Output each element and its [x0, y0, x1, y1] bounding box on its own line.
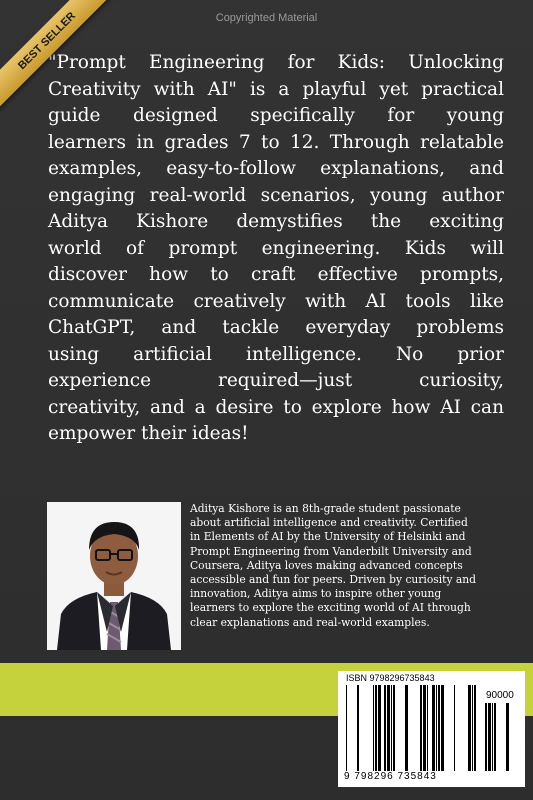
barcode-bar — [454, 685, 455, 771]
bio-line: clear explanations and real-world examples. — [190, 615, 430, 629]
barcode-bar — [472, 685, 473, 771]
book-description — [48, 50, 504, 448]
price-code: 90000 — [486, 690, 514, 701]
barcode-number: 9 798296 735843 — [344, 771, 437, 782]
barcode-bar — [375, 685, 377, 771]
bio-line: about artificial intelligence and creativity. Certified — [190, 516, 468, 530]
author-portrait-illustration — [47, 502, 181, 650]
barcode-bar — [474, 685, 476, 771]
barcode-bar — [441, 685, 444, 771]
price-barcode — [483, 703, 517, 771]
bio-line: Coursera, Aditya loves making advanced concepts — [190, 558, 463, 572]
description-line: examples, easy-to-follow explanations, and — [48, 158, 504, 179]
bio-line: innovation, Aditya aims to inspire other young — [190, 587, 442, 601]
best-seller-badge: BEST SELLER — [0, 0, 116, 110]
barcode-panel — [338, 671, 525, 787]
author-photo — [47, 502, 181, 650]
barcode-bar — [506, 703, 509, 771]
isbn-barcode — [346, 685, 478, 771]
description-line: Aditya Kishore demystifies the exciting — [48, 211, 504, 232]
barcode-bar — [423, 685, 426, 771]
barcode-bar — [378, 685, 381, 771]
bio-line: Aditya Kishore is an 8th-grade student passionate — [190, 502, 461, 515]
description-line: learners in grades 7 to 12. Through relatable — [48, 131, 504, 153]
description-line: discover how to craft effective prompts, — [48, 264, 504, 285]
bio-line: Prompt Engineering from Vanderbilt University and — [190, 544, 472, 558]
author-bio — [190, 502, 484, 630]
barcode-bar — [357, 685, 359, 771]
description-line: world of prompt engineering. Kids will — [48, 237, 504, 259]
barcode-bar — [488, 703, 491, 771]
barcode-bar — [485, 703, 487, 771]
description-line: "Prompt Engineering for Kids: Unlocking — [48, 52, 504, 73]
barcode-bar — [494, 703, 496, 771]
description-line: experience required—just curiosity, — [48, 370, 504, 391]
description-line: creativity, and a desire to explore how AI can — [48, 396, 504, 418]
barcode-bar — [405, 685, 408, 771]
barcode-bar — [436, 685, 437, 771]
bio-line: in Elements of AI by the University of Helsinki and — [190, 530, 466, 544]
bio-line: learners to explore the exciting world of AI through — [190, 601, 471, 615]
barcode-bar — [420, 685, 422, 771]
description-line: guide designed specifically for young — [48, 105, 504, 126]
description-line: ChatGPT, and tackle everyday problems — [48, 317, 504, 338]
description-line: engaging real-world scenarios, young author — [48, 184, 504, 206]
barcode-bar — [391, 685, 392, 771]
description-line: using artificial intelligence. No prior — [48, 343, 504, 365]
barcode-bar — [346, 685, 347, 771]
barcode-bar — [384, 685, 386, 771]
bio-line: accessible and fun for peers. Driven by curiosity and — [190, 573, 477, 587]
description-line: Creativity with AI" is a playful yet practical — [48, 78, 504, 100]
description-line: communicate creatively with AI tools like — [48, 290, 504, 312]
copyright-notice: Copyrighted Material — [215, 12, 318, 24]
isbn-label: ISBN 9798296735843 — [346, 673, 435, 683]
barcode-bar — [373, 685, 374, 771]
barcode-bar — [427, 685, 428, 771]
barcode-bar — [387, 685, 390, 771]
barcode-bar — [468, 685, 471, 771]
barcode-bar — [492, 703, 493, 771]
barcode-bar — [438, 685, 440, 771]
barcode-bar — [393, 685, 395, 771]
barcode-bar — [432, 685, 435, 771]
description-line: empower their ideas! — [48, 423, 249, 444]
